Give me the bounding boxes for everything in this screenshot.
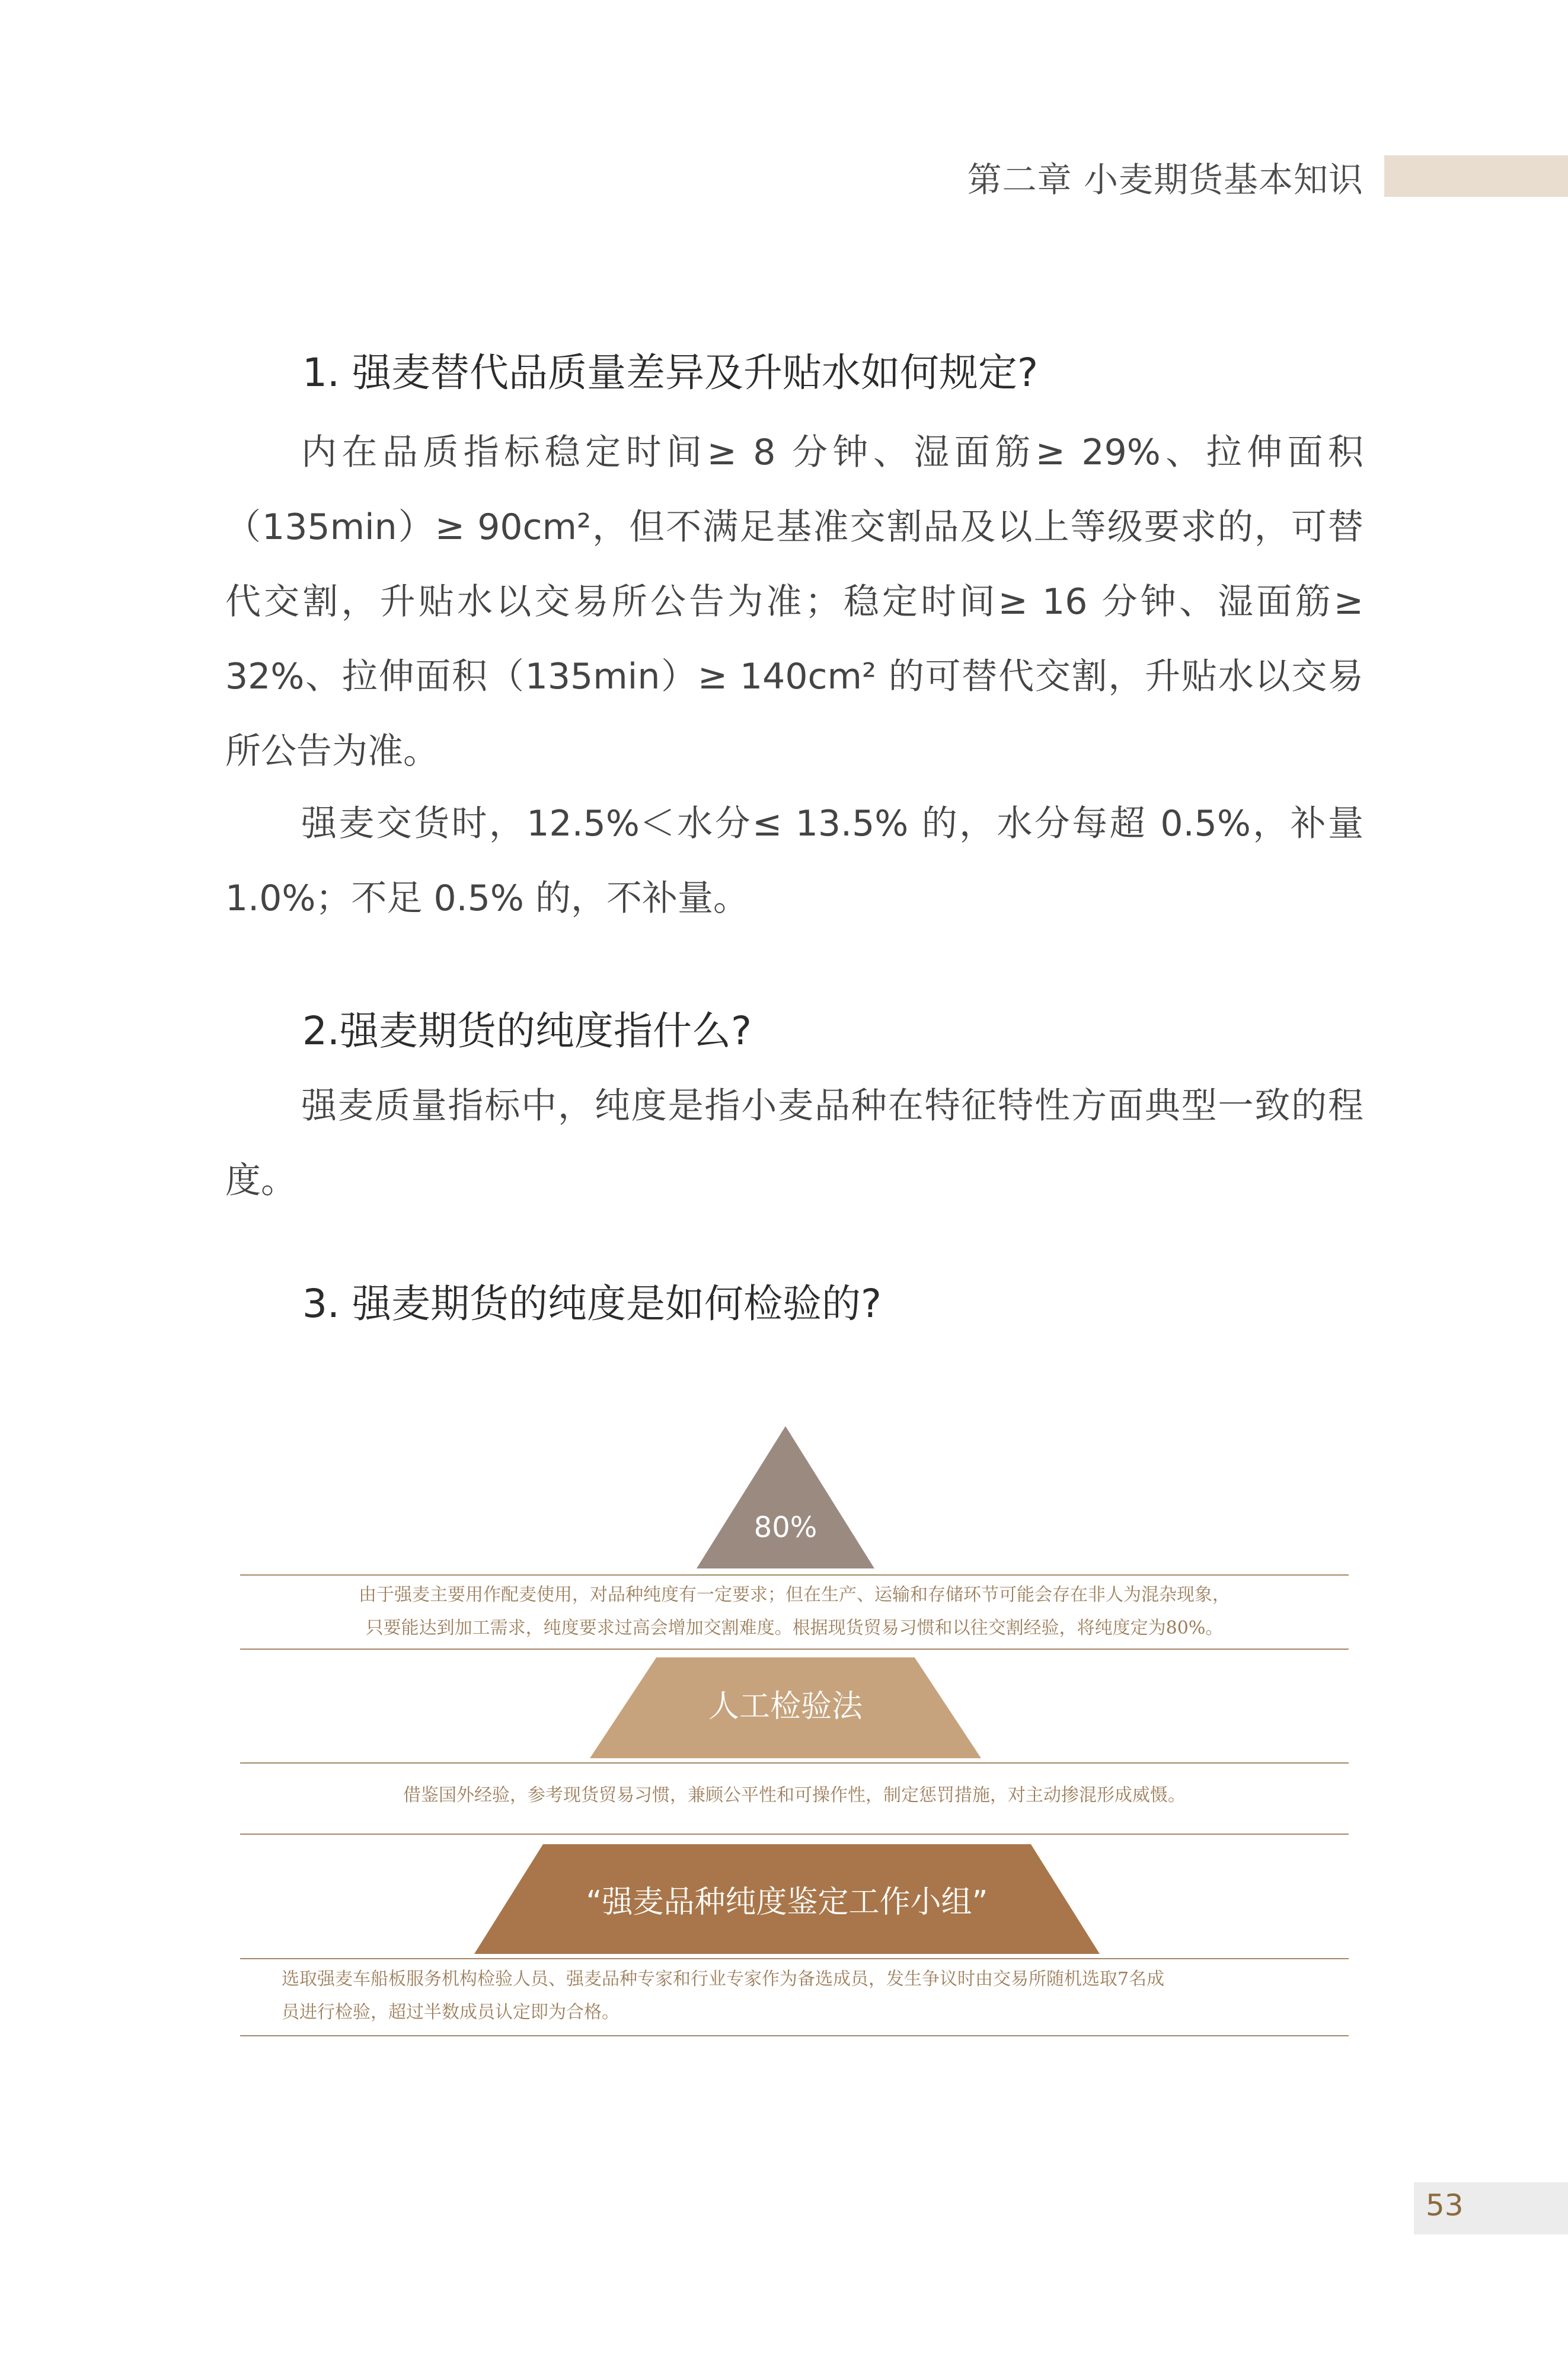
pyramid-level-3-label: “强麦品种纯度鉴定工作小组”: [586, 1885, 988, 1920]
section-2-paragraph-1: 强麦质量指标中，纯度是指小麦品种在特征特性方面典型一致的程度。: [225, 1085, 1363, 1201]
pyramid-level-1-label: 80%: [753, 1511, 817, 1544]
section-1-heading: 1. 强麦替代品质量差异及升贴水如何规定?: [302, 350, 1038, 396]
chapter-title: 第二章 小麦期货基本知识: [967, 160, 1363, 200]
section-2-heading: 2.强麦期货的纯度指什么?: [302, 1008, 752, 1054]
pyramid-level-3-note-line-1: 选取强麦车船板服务机构检验人员、强麦品种专家和行业专家作为备选成员，发生争议时由交易所随机选取7名成: [282, 1969, 1165, 1989]
divider-line: [240, 1958, 1349, 1959]
pyramid-level-1-note-line-1: 由于强麦主要用作配麦使用，对品种纯度有一定要求；但在生产、运输和存储环节可能会存在非人为混杂现象，: [359, 1584, 1230, 1605]
pyramid-level-1-note-line-2: 只要能达到加工需求，纯度要求过高会增加交割难度。根据现货贸易习惯和以往交割经验，将纯度定为80%。: [365, 1618, 1224, 1638]
pyramid-level-2-note-line-1: 借鉴国外经验，参考现货贸易习惯，兼顾公平性和可操作性，制定惩罚措施，对主动掺混形成威慑。: [403, 1785, 1186, 1806]
header-accent-bar: [1384, 155, 1568, 197]
divider-line: [240, 1574, 1349, 1576]
pyramid-level-3-note-line-2: 员进行检验，超过半数成员认定即为合格。: [282, 2002, 619, 2023]
pyramid-level-1-shape: [697, 1426, 874, 1568]
page-number: 53: [1426, 2188, 1464, 2223]
pyramid-level-2-label: 人工检验法: [708, 1689, 863, 1724]
divider-line: [240, 1649, 1349, 1650]
divider-line: [240, 1762, 1349, 1764]
section-3-heading: 3. 强麦期货的纯度是如何检验的?: [302, 1281, 882, 1327]
section-1-paragraph-1: 内在品质指标稳定时间≥ 8 分钟、湿面筋≥ 29%、拉伸面积（135min）≥ 90cm²，但不满足基准交割品及以上等级要求的，可替代交割，升贴水以交易所公告为准；稳定时间≥ 16 分钟、湿面筋≥ 32%、拉伸面积（135min）≥ 140cm² 的可替代交割，升贴水以交易所公告为准。: [225, 432, 1363, 772]
divider-line: [240, 1834, 1349, 1835]
divider-line: [240, 2035, 1349, 2036]
section-1-paragraph-2: 强麦交货时，12.5%＜水分≤ 13.5% 的，水分每超 0.5%，补量 1.0%；不足 0.5% 的，不补量。: [225, 803, 1363, 919]
